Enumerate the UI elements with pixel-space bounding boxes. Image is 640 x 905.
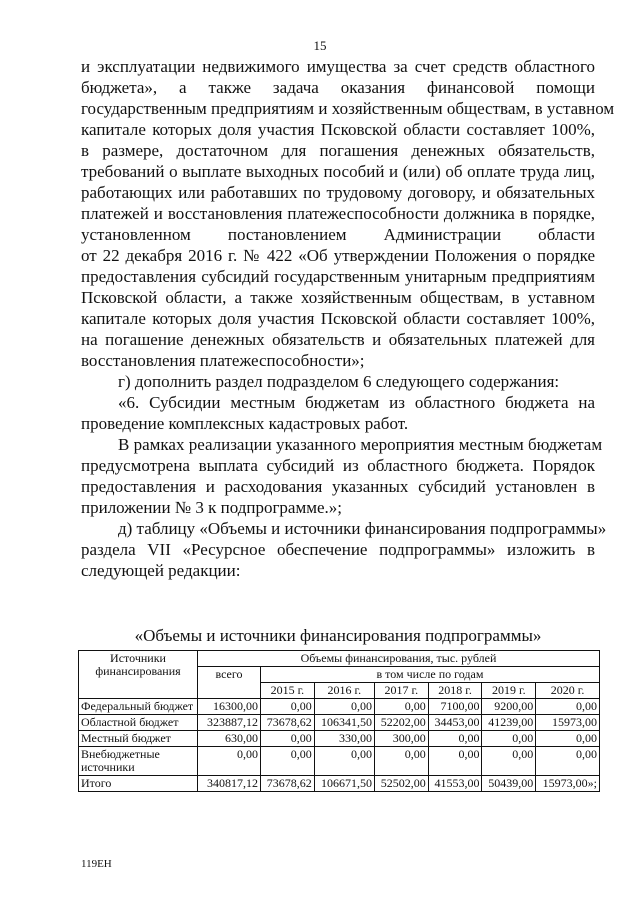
row-year-value: 0,00 bbox=[261, 731, 315, 747]
text-line: от 22 декабря 2016 г. № 422 «Об утверждении Положения о порядке bbox=[81, 246, 595, 265]
text-line: Псковской области, а также хозяйственным обществам, в уставном bbox=[81, 288, 595, 307]
text-line: установленном постановлением Администрации области bbox=[81, 225, 595, 244]
row-year-value: 0,00 bbox=[261, 699, 315, 715]
row-year-value: 0,00 bbox=[482, 747, 536, 776]
header-source: Источники финансирования bbox=[79, 651, 198, 699]
text-line: г) дополнить раздел подразделом 6 следующего содержания: bbox=[118, 372, 560, 391]
row-year-value: 0,00 bbox=[536, 731, 600, 747]
table-row bbox=[79, 776, 600, 792]
row-total: 16300,00 bbox=[198, 699, 261, 715]
text-line: требований о выплате выходных пособий и (или) об оплате труда лиц, bbox=[81, 162, 595, 181]
row-year-value: 0,00 bbox=[536, 747, 600, 776]
row-total: 340817,12 bbox=[198, 776, 261, 792]
row-year-value: 0,00 bbox=[482, 731, 536, 747]
row-year-value: 0,00 bbox=[314, 699, 374, 715]
row-year-value: 330,00 bbox=[314, 731, 374, 747]
row-source: Внебюджетные источники bbox=[79, 747, 198, 776]
text-line: следующей редакции: bbox=[81, 561, 241, 580]
row-year-value: 41553,00 bbox=[428, 776, 482, 792]
row-year-value: 106341,50 bbox=[314, 715, 374, 731]
row-year-value: 73678,62 bbox=[261, 776, 315, 792]
row-year-value: 34453,00 bbox=[428, 715, 482, 731]
table-row bbox=[79, 715, 600, 731]
table-title: «Объемы и источники финансирования подпрограммы» bbox=[134, 626, 542, 645]
row-year-value: 300,00 bbox=[374, 731, 428, 747]
header-year: 2019 г. bbox=[482, 683, 536, 699]
row-year-value: 106671,50 bbox=[314, 776, 374, 792]
row-year-value: 41239,00 bbox=[482, 715, 536, 731]
header-year: 2020 г. bbox=[536, 683, 600, 699]
financing-table bbox=[78, 650, 600, 792]
header-by-years: в том числе по годам bbox=[261, 667, 600, 683]
header-year: 2016 г. bbox=[314, 683, 374, 699]
row-total: 630,00 bbox=[198, 731, 261, 747]
text-line: в размере, достаточном для погашения денежных обязательств, bbox=[81, 141, 595, 160]
row-source: Федеральный бюджет bbox=[79, 699, 198, 715]
text-line: капитале которых доля участия Псковской области составляет 100%, bbox=[81, 309, 595, 328]
text-line: предоставления и расходования указанных субсидий установлен в bbox=[81, 477, 595, 496]
text-line: государственным предприятиям и хозяйственным обществам, в уставном bbox=[81, 99, 615, 118]
text-line: предоставления субсидий государственным унитарным предприятиям bbox=[81, 267, 595, 286]
text-line: раздела VII «Ресурсное обеспечение подпрограммы» изложить в bbox=[81, 540, 595, 559]
row-year-value: 0,00 bbox=[314, 747, 374, 776]
text-line: и эксплуатации недвижимого имущества за счет средств областного bbox=[81, 57, 595, 76]
text-line: бюджета», а также задача оказания финансовой помощи bbox=[81, 78, 595, 97]
header-year: 2018 г. bbox=[428, 683, 482, 699]
table-row bbox=[79, 699, 600, 715]
row-year-value: 73678,62 bbox=[261, 715, 315, 731]
row-year-value: 0,00 bbox=[374, 699, 428, 715]
table-header-row bbox=[79, 651, 600, 667]
header-total: всего bbox=[198, 667, 261, 699]
text-line: восстановления платежеспособности»; bbox=[81, 351, 365, 370]
text-line: работающих или работавших по трудовому договору, и обязательных bbox=[81, 183, 595, 202]
row-year-value: 52202,00 bbox=[374, 715, 428, 731]
row-year-value: 9200,00 bbox=[482, 699, 536, 715]
row-year-value: 15973,00»; bbox=[536, 776, 600, 792]
row-year-value: 7100,00 bbox=[428, 699, 482, 715]
page-number: 15 bbox=[313, 38, 327, 53]
footer-code: 119ЕН bbox=[81, 858, 112, 870]
header-year: 2015 г. bbox=[261, 683, 315, 699]
row-year-value: 0,00 bbox=[374, 747, 428, 776]
text-line: проведение комплексных кадастровых работ. bbox=[81, 414, 409, 433]
row-year-value: 0,00 bbox=[428, 747, 482, 776]
row-source: Областной бюджет bbox=[79, 715, 198, 731]
header-volumes: Объемы финансирования, тыс. рублей bbox=[198, 651, 600, 667]
text-line: В рамках реализации указанного мероприятия местным бюджетам bbox=[118, 435, 603, 454]
row-year-value: 15973,00 bbox=[536, 715, 600, 731]
text-line: «6. Субсидии местным бюджетам из областного бюджета на bbox=[118, 393, 595, 412]
table-row bbox=[79, 731, 600, 747]
text-line: на погашение денежных обязательств и обязательных платежей для bbox=[81, 330, 595, 349]
row-total: 0,00 bbox=[198, 747, 261, 776]
header-year: 2017 г. bbox=[374, 683, 428, 699]
row-year-value: 50439,00 bbox=[482, 776, 536, 792]
text-line: капитале которых доля участия Псковской области составляет 100%, bbox=[81, 120, 595, 139]
table-row bbox=[79, 747, 600, 776]
row-year-value: 0,00 bbox=[261, 747, 315, 776]
text-line: предусмотрена выплата субсидий из областного бюджета. Порядок bbox=[81, 456, 595, 475]
row-year-value: 0,00 bbox=[428, 731, 482, 747]
row-source: Итого bbox=[79, 776, 198, 792]
body-text bbox=[81, 56, 615, 581]
row-year-value: 0,00 bbox=[536, 699, 600, 715]
row-source: Местный бюджет bbox=[79, 731, 198, 747]
text-line: д) таблицу «Объемы и источники финансирования подпрограммы» bbox=[118, 519, 607, 538]
text-line: приложении № 3 к подпрограмме.»; bbox=[81, 498, 343, 517]
row-total: 323887,12 bbox=[198, 715, 261, 731]
row-year-value: 52502,00 bbox=[374, 776, 428, 792]
text-line: платежей и восстановления платежеспособности должника в порядке, bbox=[81, 204, 595, 223]
